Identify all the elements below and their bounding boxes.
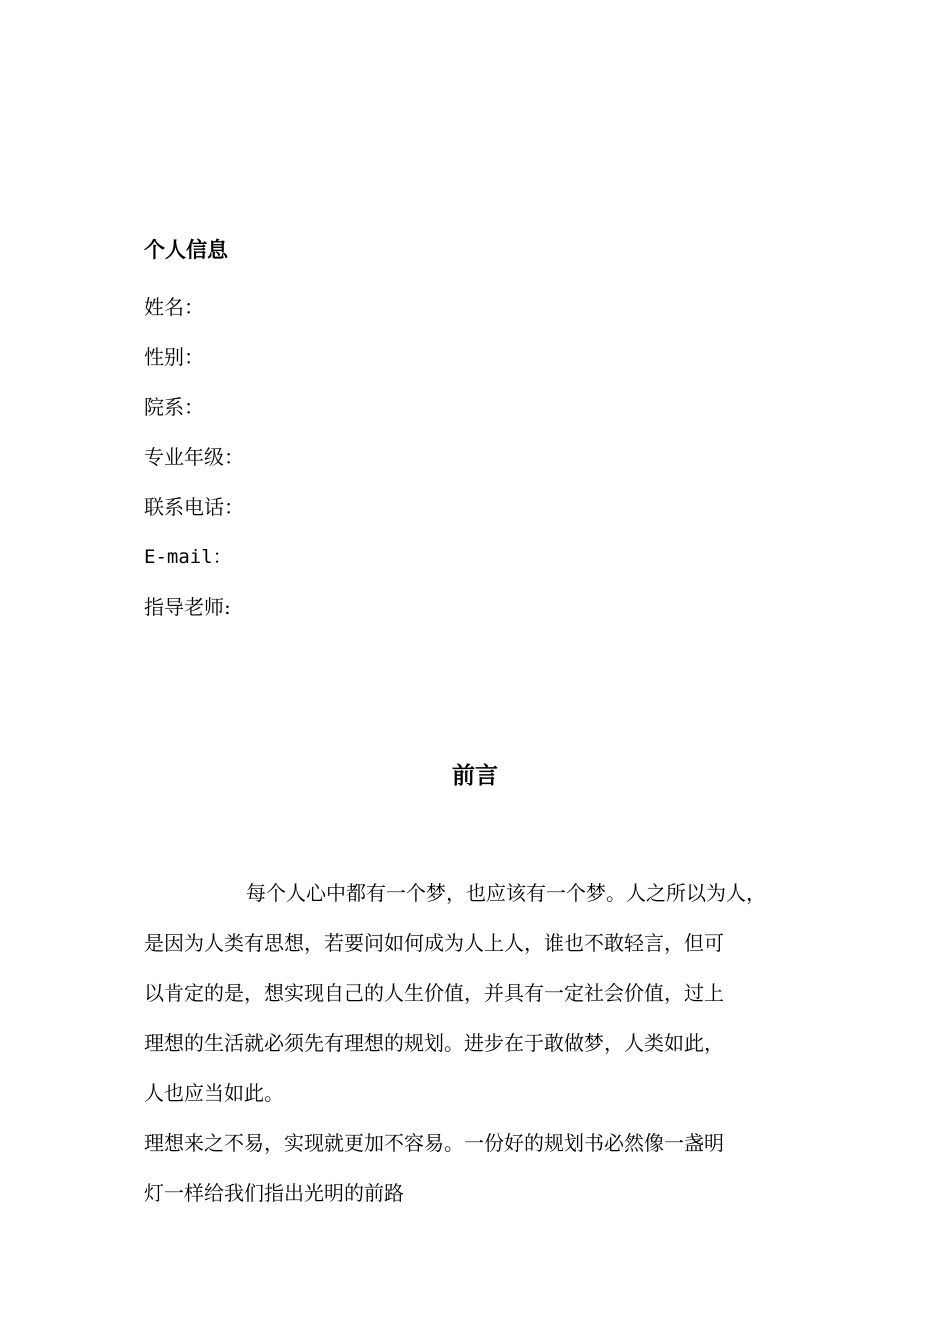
advisor-field-label: 指导老师: <box>144 595 231 619</box>
email-field-label: E-mail： <box>144 546 232 568</box>
major-grade-field-label: 专业年级： <box>144 445 244 469</box>
paragraph-line: 人也应当如此。 <box>144 1081 284 1105</box>
paragraph-line: 理想的生活就必须先有理想的规划。进步在于敢做梦，人类如此， <box>144 1031 724 1055</box>
paragraph-line: 是因为人类有思想，若要问如何成为人上人，谁也不敢轻言，但可 <box>144 931 724 955</box>
department-field-label: 院系： <box>144 395 204 419</box>
paragraph-line: 灯一样给我们指出光明的前路 <box>144 1181 404 1205</box>
personal-info-section <box>144 232 804 632</box>
preface-body <box>144 868 824 1218</box>
paragraph-line: 以肯定的是，想实现自己的人生价值，并具有一定社会价值，过上 <box>144 981 724 1005</box>
gender-field-label: 性别： <box>144 345 204 369</box>
paragraph-line: 每个人心中都有一个梦，也应该有一个梦。人之所以为人， <box>246 881 766 905</box>
preface-title: 前言 <box>452 763 498 789</box>
paragraph-line: 理想来之不易，实现就更加不容易。一份好的规划书必然像一盏明 <box>144 1131 724 1155</box>
personal-info-heading: 个人信息 <box>144 238 228 262</box>
name-field-label: 姓名： <box>144 295 204 319</box>
phone-field-label: 联系电话： <box>144 495 244 519</box>
